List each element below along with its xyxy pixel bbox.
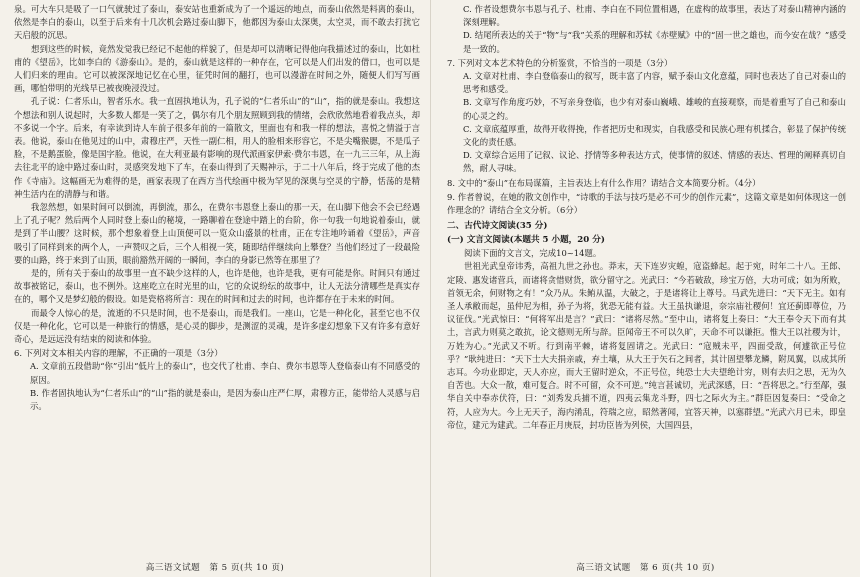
section-heading: 二、古代诗文阅读(35 分) (447, 221, 548, 232)
subsection-heading: (一) 文言文阅读(本题共 5 小题，20 分) (447, 235, 605, 246)
question-9: 9. 作者曾说，在她的散文创作中，“诗歌的手法与技巧是必不可少的创作元素”，这篇文章是如何体现这一创作理念的？请结合全文分析。（6分） (447, 191, 846, 216)
right-page (430, 0, 860, 577)
paragraph: 孔子说：仁者乐山，智者乐水。我一直固执地认为，孔子说的“仁者乐山”的“山”，指的就是泰山。我想这个想法和别人说起时，大多数人都是一笑了之，偶尔有几个朋友照顾到我的情绪，会欣欣然地看着我点头，却不多说一个字。后来，有幸读到诗人车前子很多年前的一篇散文，里面也有和我一样的想法，喜悦之情溢于言表。他说，泰山在他见过的山中，肃穆庄严，天性一副仁相，用人的脸相来形容它，不是尖嘴猴腮，不是瓜子脸，不是鹅蛋脸，像是国字脸。他说，在大利亚最有影响的现代派画家伊索·费尔韦恩，在一九三三年，从上海去往北平的途中路过泰山时，灵感突发地下了车，在泰山得到了天赐神示，于二十八年后，终于完成了他的杰作《寺庙》。这幅画无为难得的是，画家表现了在西方当代绘画中极为罕见的深奥与空灵的宁静，恬荡的是精神生活内在的清静与和谐。 (14, 96, 420, 199)
paragraph: 是的，所有关于泰山的故事里一直不缺少这样的人，也许是他，也许是我，更有可能是你。时间只有通过故事被铭记，泰山，也不例外。这座吃立在时光里的山，它的众说纷纭的故事中，让人无法分清哪些是真实存在的，哪个又是梦幻般的假设。如是瓷格将所言：现在的时间和过去的时间，也许都存在于未来的时间。 (14, 268, 420, 305)
classical-text: 世祖光武皇帝讳秀，高祖九世之孙也。莽末，天下连岁灾蝗，寇盗蜂起。起于宛，时年二十八。王郎、定陵、惠发诸营兵，而诸将贪惜财货，欲分留守之。光武曰：“今若破敌，珍宝万倍，大功可成；如为所败，首领无余，何财物之有！”众乃从。朱鲔从温，大破之，于是诸将让上尊号。马武先进曰：“天下无主。如有圣人承敝而起，虽仲尼为相，孙子为将，犹恐无能有益。大王虽执谦退，奈宗庙社稷何！宜还蓟即尊位，乃议征伐。”光武惊曰：“何将军出是言？”武曰：“诸将尽然。”至中山，诸将复上奏曰：“大王奉令天下而有其土，言武力则莫之敢抗，论文德则无所与辞。臣闻帝王不可以久旷，天命不可以谦拒。惟大王以社稷为计，万姓为心。”光武又不听。行到南平棘，诸将复固请之。光武曰：“寇贼未平，四面受敌，何遽欲正号位乎？”耿纯进曰：“天下士大夫捐亲戚，弃土壤，从大王于矢石之间者，其计固望攀龙鳞，附凤翼，以成其所志耳。今功业即定，天人亦应，而大王留时逆众，不正号位，纯恐士大夫望绝计穷，则有去归之思，无为久自苦也。大众一散，难可复合。时不可留，众不可逆。”纯言甚诚切，光武深感，曰：“吾将思之。”行至鄗，强华自关中奉赤伏符，曰：“刘秀发兵捕不道，四夷云集龙斗野，四七之际火为主。”群臣因复奏曰：“受命之符，人应为大。今上无天子，海内淆乱，符瑞之应，昭然著闻，宜答天神，以塞群望。”光武六月已未，即皇帝位，建元为建武。二年春正月庚辰，封功臣皆为列侯，大国四县， (447, 261, 846, 430)
question-7-option-c: C. 文章底蕴厚重，故得开收得挽，作者把历史和现实，自我感受和民族心理有机揉合，彰显了保护传统文化的责任感。 (463, 123, 846, 148)
question-7-option-a: A. 文章对杜甫、李白登临泰山的叙写，既丰富了内容，赋予泰山文化意蕴，同时也表达了自己对泰山的思考和感受。 (463, 71, 846, 95)
question-8: 8. 文中的“泰山”在布局谋篇，主旨表达上有什么作用？请结合文本简要分析。（4分） (447, 177, 761, 188)
paragraph: 想到这些的时候，竟然发觉我已经记不起他的样貌了，但是却可以清晰记得他向我描述过的泰山，比如杜甫的《望岳》，比如李白的《游泰山》。是的，泰山就是这样的一种存在，它可以是人们出发的借口，也可以是人们归来的理由。它可以被深深地记忆在心里，征凭时间的翻打，也可以漫游在时间之外，随便人们写写画画，哪怕带明的光线早已被夜晚浸没过。 (14, 43, 420, 94)
page-footer-left: 高三语文试题 第 5 页(共 10 页) (145, 563, 285, 573)
question-7-stem: 7. 下列对文本艺术特色的分析鉴赏，不恰当的一项是（3分） (447, 57, 673, 68)
question-6-stem: 6. 下列对文本相关内容的理解，不正确的一项是（3分） (14, 348, 223, 359)
paragraph: 我忽然想，如果时间可以倒流，再倒流，那么，在费尔韦恩登上泰山的那一天，在山脚下他会不会已经遇上了孔子呢？然后两个人同时登上泰山的秘境，一路聊着在登途中踏上的台阶，你一句我一句地说着泰山，就是到了半山腰？这时候，那个想象着登上山顶便可以一览众山盛景的杜甫，正在专注地吟诵着《望岳》，声音吸引了同样到来的两个人，一声赞叹之后，三个人相视一笑，随即结伴继续向上攀登？当他们经过了一段最险要的山路，终于来到了山顶，眼前豁然开阔的一瞬间，李白的身影已然等在那里了？ (14, 202, 420, 265)
paragraph: 而最令人惊心的是，流逝的不只是时间，也不是泰山，而是我们。一座山，它是一种化化，甚至它也不仅仅是一种化化，它可以是一种旅行的情感，是心灵的脚步，是测涩的灵魂，是许多虚幻想象下又有许多有意好奇心，是远远没有结束的阅读和体验。 (14, 307, 420, 345)
question-7-option-d: D. 文章综合运用了记叙、议论、抒情等多种表达方式，使事情的叙述、情感的表达、哲理的阐释真切自然，耐人寻味。 (463, 150, 846, 174)
paragraph: 泉。可大车只是吸了一口气就驶过了泰山，泰安站也重新成为了一个遥远的地点，而泰山依然是料离的泰山，依然是李白的泰山，以至于后来有十几次机会路过泰山脚下，他都因为泰山太深奥，太空灵，而不敢去打扰它天启般的沉思。 (14, 4, 420, 41)
question-6-option-a: A. 文章前五段借助“你”引出“低片上的泰山”，也交代了杜甫、李白、费尔韦恩等人登临泰山有不同感受的原因。 (30, 361, 420, 385)
question-6-option-b: B. 作者固执地认为“仁者乐山”的“山”指的就是泰山，是因为泰山庄严仁厚，肃穆方正，能带给人灵感与启示。 (30, 387, 420, 412)
page-footer-right: 高三语文试题 第 6 页(共 10 页) (576, 563, 715, 573)
question-7-option-b: B. 文章写作角度巧妙，不写亲身登临，也少有对泰山巍峨、雄峻的直接观察，而是着重写了自己和泰山的心灵之约。 (463, 97, 846, 121)
question-6-option-c: C. 作者设想费尔韦恩与孔子、杜甫、李白在不同位置相遇，在虚构的故事里，表达了对泰山精神内涵的深刻理解。 (463, 4, 846, 28)
reading-instruction: 阅读下面的文言文，完成10~14题。 (464, 248, 602, 259)
question-6-option-d: D. 结尾所表达的关于“物”与“我”关系的理解和苏轼《赤壁赋》中的“固一世之雄也，而今安在哉？”感受是一致的。 (463, 30, 846, 54)
